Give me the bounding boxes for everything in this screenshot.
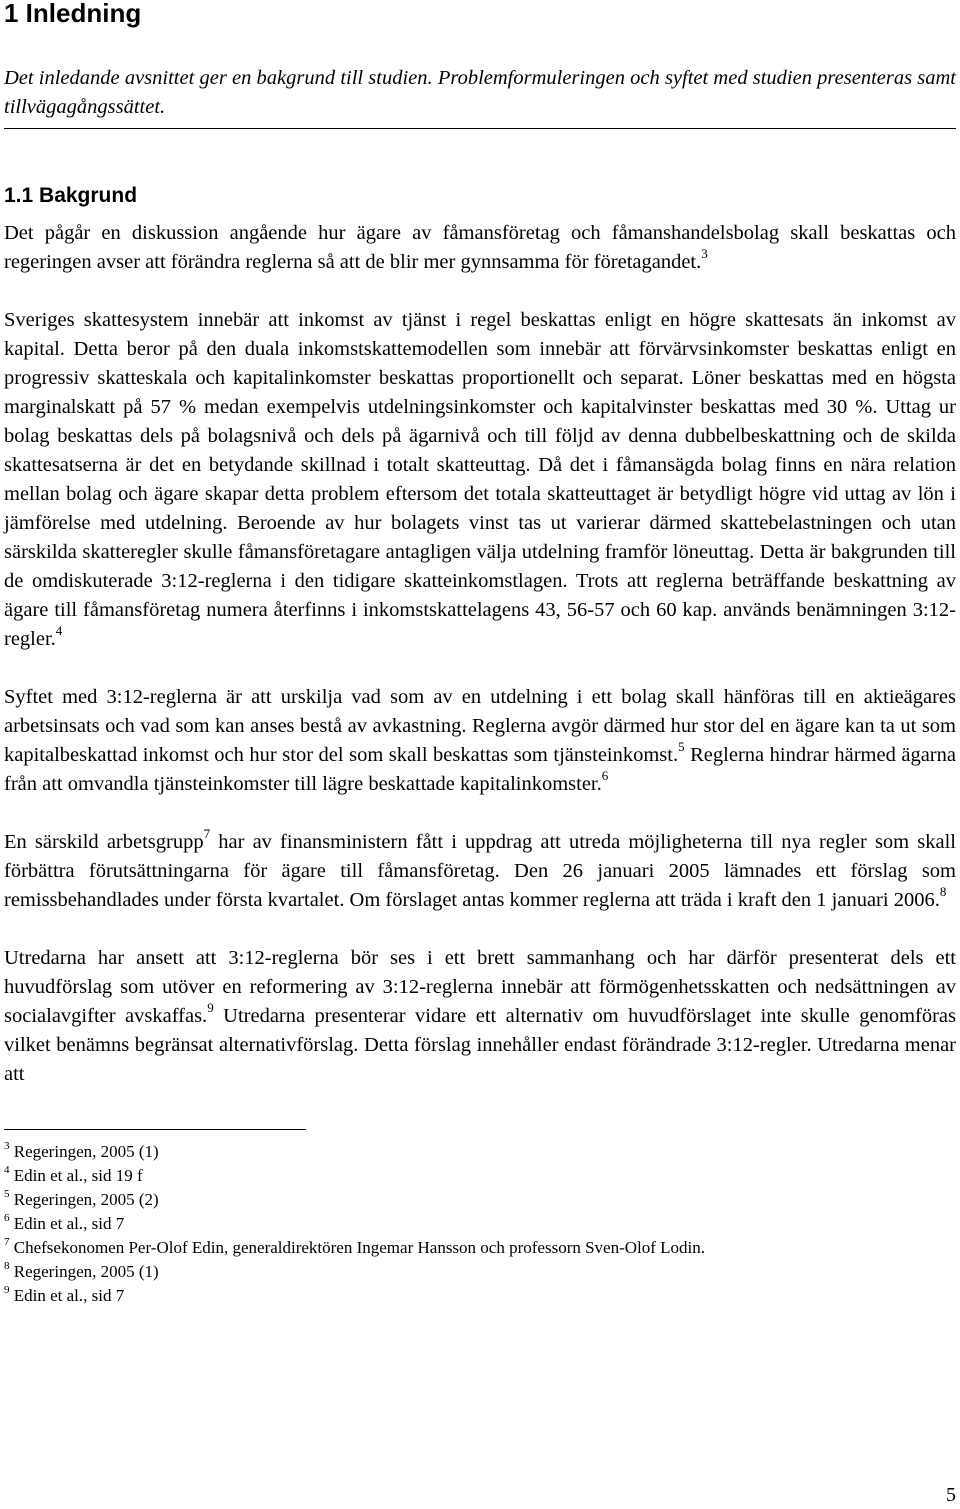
footnote-number: 8 <box>4 1260 10 1273</box>
footnote-ref[interactable]: 5 <box>678 739 685 755</box>
footnote-text: Edin et al., sid 7 <box>9 1286 125 1305</box>
footnote-ref[interactable]: 3 <box>701 246 708 262</box>
footnote <box>4 1284 956 1308</box>
footnote-number: 4 <box>4 1164 10 1177</box>
footnote-text: Regeringen, 2005 (1) <box>9 1262 159 1281</box>
footnote <box>4 1212 956 1236</box>
paragraph-5 <box>4 944 956 1089</box>
page-number: 5 <box>946 1484 956 1506</box>
paragraph-text: Syftet med 3:12-reglerna är att urskilja vad som av en utdelning i ett bolag skall hänföras till en aktieägares arbetsinsats och vad som kan anses bestå av avkastning. Reglerna avgör därmed hur stor del en ägare kan ta ut som kapitalbeskattad inkomst och hur stor del som skall beskattas som tjänsteinkomst. <box>4 686 956 766</box>
paragraph-text: Utredarna presenterar vidare ett alternativ om huvudförslaget inte skulle genomföras vilket benämns begränsat alternativförslag. Detta förslag innehåller endast förändrade 3:12-regler. Utredarna menar att <box>4 1005 956 1085</box>
footnote <box>4 1188 956 1212</box>
footnote-number: 3 <box>4 1140 10 1153</box>
footnote-number: 6 <box>4 1212 10 1225</box>
intro-divider <box>4 128 956 129</box>
paragraph-text: Sveriges skattesystem innebär att inkomst av tjänst i regel beskattas enligt en högre skattesats än inkomst av kapital. Detta beror på den duala inkomstskattemodellen som innebär att förvärvsinkomster beskattas enligt en progressiv skatteskala och kapitalinkomster beskattas proportionellt och separat. Löner beskattas med en högsta marginalskatt på 57 % medan exempelvis utdelningsinkomster och kapitalvinster beskattas med 30 %. Uttag ur bolag beskattas dels på bolagsnivå och dels på ägarnivå och till följd av denna dubbelbeskattning och de skilda skattesatserna är det en betydande skillnad i totalt skatteuttag. Då det i fåmansägda bolag finns en nära relation mellan bolag och ägare skapar detta problem eftersom det totala skatteuttaget är betydligt högre vid uttag av lön i jämförelse med utdelning. Beroende av hur bolagets vinst tas ut varierar därmed skattebelastningen och utan särskilda skatteregler skulle fåmansföretagare antagligen välja utdelning framför löneuttag. Detta är bakgrunden till de omdiskuterade 3:12-reglerna i den tidigare skatteinkomstlagen. Trots att reglerna beträffande beskattning av ägare till fåmansföretag numera återfinns i inkomstskattelagens 43, 56-57 och 60 kap. används benämningen 3:12-regler. <box>4 309 956 650</box>
chapter-heading: 1 Inledning <box>4 0 142 28</box>
document-page <box>4 0 956 1308</box>
footnote <box>4 1236 956 1260</box>
footnote-ref[interactable]: 8 <box>939 884 947 900</box>
footnote-number: 9 <box>4 1284 10 1297</box>
paragraph-text: En särskild arbetsgrupp <box>4 831 204 853</box>
paragraph-4 <box>4 828 956 915</box>
footnote-divider <box>4 1129 306 1130</box>
paragraph-text: Det pågår en diskussion angående hur ägare av fåmansföretag och fåmanshandelsbolag skall beskattas och regeringen avser att förändra reglerna så att de blir mer gynnsamma för företagandet. <box>4 222 956 273</box>
paragraph-text: Reglerna hindrar härmed ägarna från att omvandla tjänsteinkomster till lägre beskattade kapitalinkomster. <box>4 744 956 795</box>
footnote-number: 5 <box>4 1188 10 1201</box>
paragraph-2 <box>4 306 956 654</box>
footnote-ref[interactable]: 6 <box>601 768 609 784</box>
footnote-text: Edin et al., sid 7 <box>9 1214 125 1233</box>
footnote-ref[interactable]: 4 <box>55 623 63 639</box>
footnote <box>4 1260 956 1284</box>
footnote-ref[interactable]: 7 <box>203 826 211 842</box>
paragraph-3 <box>4 683 956 799</box>
paragraph-text: har av finansministern fått i uppdrag att utreda möjligheterna till nya regler som skall förbättra förutsättningarna för ägare till fåmansföretag. Den 26 januari 2005 lämnades ett förslag som remissbehandlades under första kvartalet. Om förslaget antas kommer reglerna att träda i kraft den 1 januari 2006. <box>4 831 956 911</box>
footnote-text: Regeringen, 2005 (2) <box>9 1190 159 1209</box>
footnote-ref[interactable]: 9 <box>207 1000 214 1016</box>
footnote-text: Chefsekonomen Per-Olof Edin, generaldirektören Ingemar Hansson och professorn Sven-Olof Lodin. <box>9 1238 706 1257</box>
paragraph-text: Utredarna har ansett att 3:12-reglerna bör ses i ett brett sammanhang och har därför presenterat dels ett huvudförslag som utöver en reformering av 3:12-reglerna innebär att förmögenhetsskatten och nedsättningen av socialavgifter avskaffas. <box>4 947 956 1027</box>
footnote <box>4 1140 956 1164</box>
footnote-list <box>4 1140 956 1308</box>
footnote-number: 7 <box>4 1236 10 1249</box>
footnote <box>4 1164 956 1188</box>
chapter-intro: Det inledande avsnittet ger en bakgrund till studien. Problemformuleringen och syftet med studien presenteras samt tillvägagångssättet. <box>4 67 956 118</box>
footnote-text: Edin et al., sid 19 f <box>9 1166 143 1185</box>
section-heading: 1.1 Bakgrund <box>4 184 138 207</box>
footnote-text: Regeringen, 2005 (1) <box>9 1142 159 1161</box>
paragraph-1 <box>4 219 956 277</box>
